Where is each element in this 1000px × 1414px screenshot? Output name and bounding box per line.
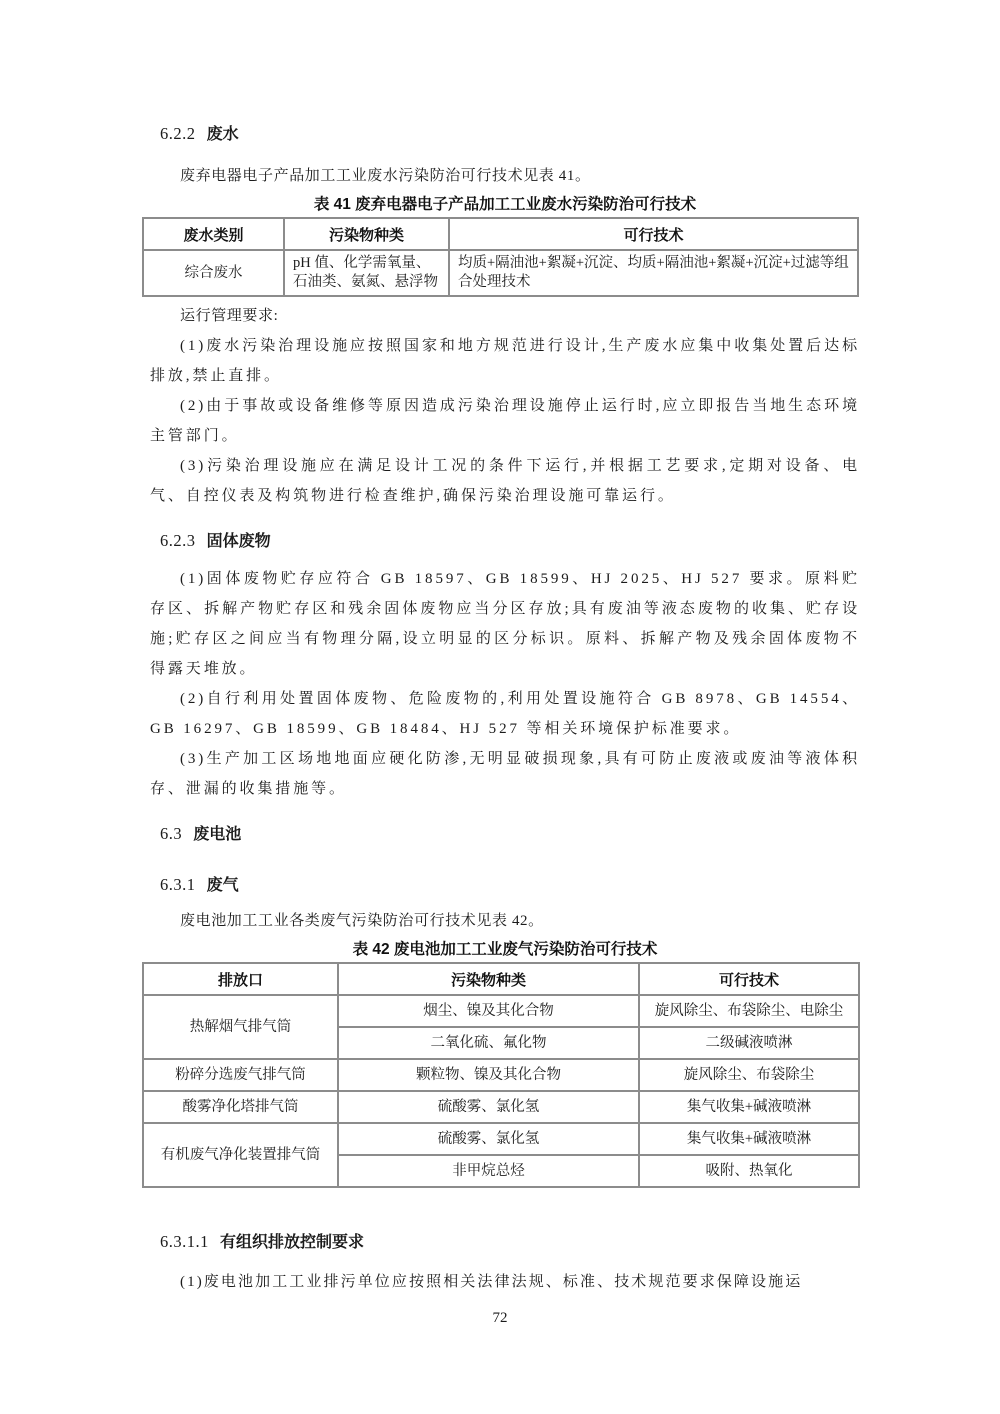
table42-cell-pollutant: 烟尘、镍及其化合物 [338,995,639,1027]
section-heading-6-3-1 [150,871,860,900]
section-number: 6.3.1 [160,875,196,894]
table-row [143,995,859,1027]
paragraph-ops-title: 运行管理要求: [180,308,279,324]
paragraph-ops-item-2: (2)由于事故或设备维修等原因造成污染治理设施停止运行时,应立即报告当地生态环境主管部门。 [150,398,860,444]
table42-cell-pollutant: 二氧化硫、氟化物 [338,1027,639,1059]
table42-cell-outlet-acid-mist: 酸雾净化塔排气筒 [143,1091,338,1123]
section-title: 废水 [206,126,239,143]
section-title: 有组织排放控制要求 [220,1234,365,1251]
section-number: 6.2.3 [160,531,196,550]
section-number: 6.2.2 [160,124,196,143]
paragraph-solid-item-2: (2)自行利用处置固体废物、危险废物的,利用处置设施符合 GB 8978、GB 14554、GB 16297、GB 18599、GB 18484、HJ 527 等相关环境保护标准要求。 [150,691,860,737]
table42-cell-pollutant: 硫酸雾、氯化氢 [338,1123,639,1155]
page-content [150,0,860,1297]
table42-cell-pollutant: 硫酸雾、氯化氢 [338,1091,639,1123]
table-row [143,1123,859,1155]
table41-cell-pollutant: pH 值、化学需氧量、石油类、氨氮、悬浮物 [284,250,449,296]
table42-cell-tech: 旋风除尘、布袋除尘 [639,1059,859,1091]
table42-battery-gas-technologies [142,962,860,1188]
table42-cell-outlet-organic: 有机废气净化装置排气筒 [143,1123,338,1187]
table42-header-pollutant: 污染物种类 [338,963,639,995]
table42-header-tech: 可行技术 [639,963,859,995]
table42-caption: 表 42 废电池加工工业废气污染防治可行技术 [352,941,658,958]
table42-cell-pollutant: 颗粒物、镍及其化合物 [338,1059,639,1091]
table42-header-row [143,963,859,995]
section-number: 6.3 [160,824,183,843]
table42-cell-outlet-crushing: 粉碎分选废气排气筒 [143,1059,338,1091]
table-row [143,1059,859,1091]
table42-cell-outlet-pyrolysis: 热解烟气排气筒 [143,995,338,1059]
section-number: 6.3.1.1 [160,1232,209,1251]
paragraph-intro-table42: 废电池加工工业各类废气污染防治可行技术见表 42。 [180,913,544,929]
table41-header-category: 废水类别 [143,218,284,250]
table41-wastewater-technologies [142,217,859,297]
table41-header-row [143,218,858,250]
section-heading-6-2-3 [150,527,860,556]
table41-cell-tech: 均质+隔油池+絮凝+沉淀、均质+隔油池+絮凝+沉淀+过滤等组合处理技术 [449,250,858,296]
table42-cell-tech: 集气收集+碱液喷淋 [639,1091,859,1123]
section-heading-6-3-1-1 [150,1228,860,1257]
table-row [143,250,858,296]
table41-header-tech: 可行技术 [449,218,858,250]
table42-header-outlet: 排放口 [143,963,338,995]
paragraph-intro-table41: 废弃电器电子产品加工工业废水污染防治可行技术见表 41。 [180,168,591,184]
section-title: 废电池 [193,826,242,843]
section-heading-6-3 [150,820,860,849]
paragraph-ops-item-3: (3)污染治理设施应在满足设计工况的条件下运行,并根据工艺要求,定期对设备、电气、自控仪表及构筑物进行检查维护,确保污染治理设施可靠运行。 [150,458,860,504]
table41-cell-category: 综合废水 [143,250,284,296]
paragraph-ops-item-1: (1)废水污染治理设施应按照国家和地方规范进行设计,生产废水应集中收集处置后达标排放,禁止直排。 [150,338,860,384]
paragraph-battery-item-1: (1)废电池加工工业排污单位应按照相关法律法规、标准、技术规范要求保障设施运 [180,1274,803,1290]
table41-caption: 表 41 废弃电器电子产品加工工业废水污染防治可行技术 [313,196,697,213]
paragraph-solid-item-1: (1)固体废物贮存应符合 GB 18597、GB 18599、HJ 2025、HJ 527 要求。原料贮存区、拆解产物贮存区和残余固体废物应当分区存放;具有废油等液态废物的收集、贮存设施;贮存区之间应当有物理分隔,设立明显的区分标识。原料、拆解产物及残余固体废物不得露天堆放。 [150,571,860,677]
table42-cell-tech: 旋风除尘、布袋除尘、电除尘 [639,995,859,1027]
page-number: 72 [492,1310,508,1326]
table42-cell-tech: 吸附、热氧化 [639,1155,859,1187]
paragraph-solid-item-3: (3)生产加工区场地地面应硬化防渗,无明显破损现象,具有可防止废液或废油等液体积存、泄漏的收集措施等。 [150,751,860,797]
table42-cell-tech: 集气收集+碱液喷淋 [639,1123,859,1155]
table41-header-pollutant: 污染物种类 [284,218,449,250]
table-row [143,1091,859,1123]
section-title: 固体废物 [206,533,271,550]
table42-cell-tech: 二级碱液喷淋 [639,1027,859,1059]
table42-cell-pollutant: 非甲烷总烃 [338,1155,639,1187]
section-title: 废气 [206,877,239,894]
section-heading-6-2-2 [150,120,860,149]
